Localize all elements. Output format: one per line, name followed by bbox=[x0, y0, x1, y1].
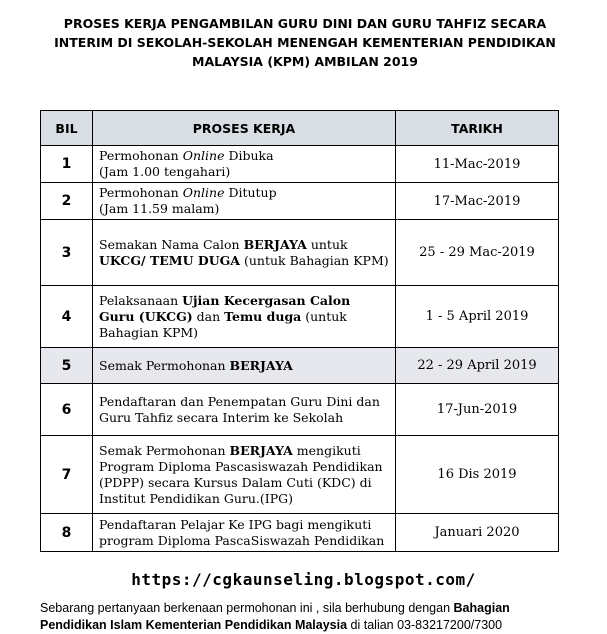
row-date: 11-Mac-2019 bbox=[396, 146, 559, 183]
row-process: Pendaftaran Pelajar Ke IPG bagi mengikuti program Diploma PascaSiswazah Pendidikan bbox=[93, 514, 396, 552]
row-number: 2 bbox=[41, 183, 93, 220]
table-row bbox=[41, 384, 559, 436]
row-date: 25 - 29 Mac-2019 bbox=[396, 220, 559, 286]
document-title bbox=[40, 14, 570, 71]
row-number: 7 bbox=[41, 436, 93, 514]
row-date: Januari 2020 bbox=[396, 514, 559, 552]
title-line-2: INTERIM DI SEKOLAH-SEKOLAH MENENGAH KEMENTERIAN PENDIDIKAN bbox=[54, 35, 556, 50]
row-date: 17-Jun-2019 bbox=[396, 384, 559, 436]
header-tarikh: TARIKH bbox=[396, 111, 559, 146]
row-number: 6 bbox=[41, 384, 93, 436]
title-line-3: MALAYSIA (KPM) AMBILAN 2019 bbox=[192, 54, 418, 69]
row-process: Permohonan Online Dibuka (Jam 1.00 tengahari) bbox=[93, 146, 396, 183]
row-number: 1 bbox=[41, 146, 93, 183]
row-process: Pendaftaran dan Penempatan Guru Dini dan Guru Tahfiz secara Interim ke Sekolah bbox=[93, 384, 396, 436]
row-number: 8 bbox=[41, 514, 93, 552]
row-process: Semakan Nama Calon BERJAYA untuk UKCG/ TEMU DUGA (untuk Bahagian KPM) bbox=[93, 220, 396, 286]
row-process: Permohonan Online Ditutup (Jam 11.59 malam) bbox=[93, 183, 396, 220]
blog-url[interactable]: https://cgkaunseling.blogspot.com/ bbox=[131, 570, 476, 589]
row-date: 16 Dis 2019 bbox=[396, 436, 559, 514]
table-row bbox=[41, 183, 559, 220]
table-row bbox=[41, 146, 559, 183]
row-number: 4 bbox=[41, 286, 93, 348]
row-process: Pelaksanaan Ujian Kecergasan Calon Guru (UKCG) dan Temu duga (untuk Bahagian KPM) bbox=[93, 286, 396, 348]
table-row bbox=[41, 220, 559, 286]
table-row bbox=[41, 348, 559, 384]
table-row bbox=[41, 286, 559, 348]
row-number: 3 bbox=[41, 220, 93, 286]
header-proses-kerja: PROSES KERJA bbox=[93, 111, 396, 146]
row-date: 1 - 5 April 2019 bbox=[396, 286, 559, 348]
table-row bbox=[41, 514, 559, 552]
row-process: Semak Permohonan BERJAYA bbox=[93, 348, 396, 384]
row-number: 5 bbox=[41, 348, 93, 384]
row-date: 22 - 29 April 2019 bbox=[396, 348, 559, 384]
table-row bbox=[41, 436, 559, 514]
row-process: Semak Permohonan BERJAYA mengikuti Program Diploma Pascasiswazah Pendidikan (PDPP) secara Kursus Dalam Cuti (KDC) di Institut Pendidikan Guru.(IPG) bbox=[93, 436, 396, 514]
schedule-table bbox=[40, 110, 559, 552]
header-bil: BIL bbox=[41, 111, 93, 146]
row-date: 17-Mac-2019 bbox=[396, 183, 559, 220]
table-header-row bbox=[41, 111, 559, 146]
title-line-1: PROSES KERJA PENGAMBILAN GURU DINI DAN GURU TAHFIZ SECARA bbox=[63, 16, 547, 31]
footer-note: Sebarang pertanyaan berkenaan permohonan ini , sila berhubung dengan Bahagian Pendidikan Islam Kementerian Pendidikan Malaysia di talian 03-83217200/7300 bbox=[40, 601, 510, 632]
